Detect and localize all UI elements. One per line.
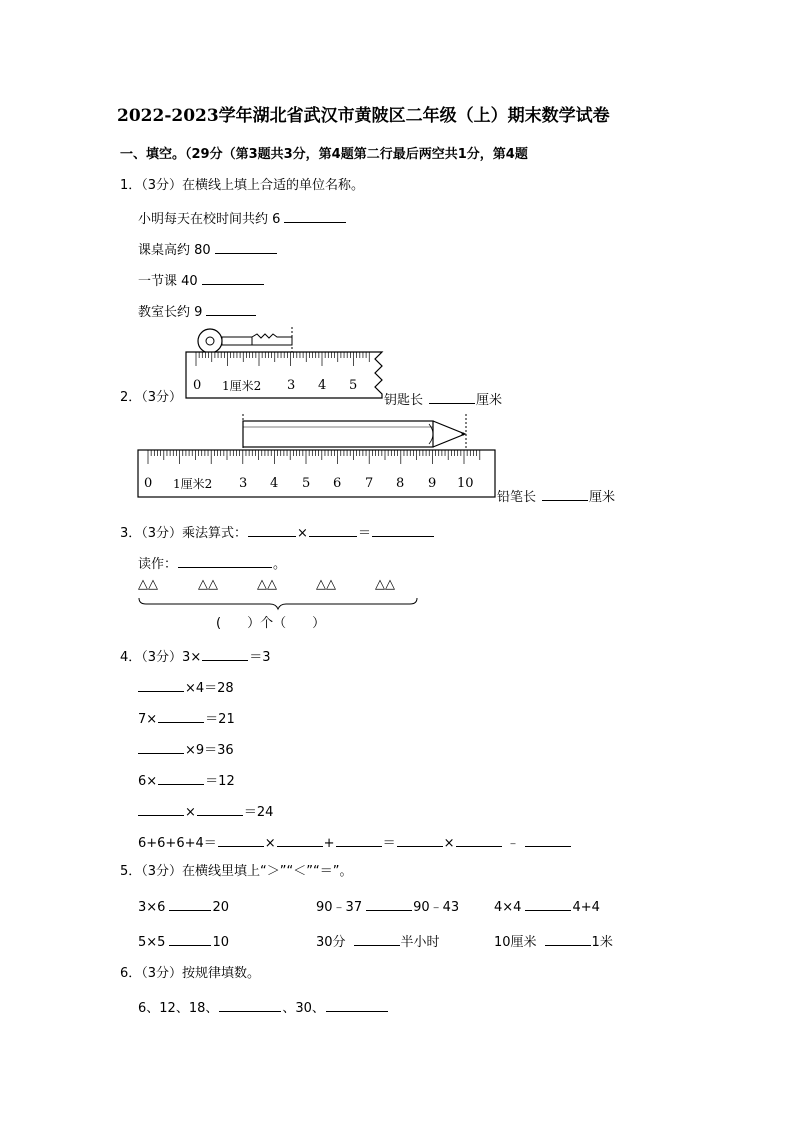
answer-blank[interactable] [456,833,502,847]
compare-item [494,897,600,916]
brace [138,597,420,611]
q4-row-start: 7× [138,712,158,727]
answer-blank[interactable] [169,897,211,911]
q1-line-label: 教室长约 9 [138,305,203,320]
answer-blank[interactable] [219,998,281,1012]
answer-blank[interactable] [169,932,211,946]
answer-blank[interactable] [542,487,588,501]
answer-blank[interactable] [309,523,357,537]
tick-label: 0 [193,378,202,393]
answer-blank[interactable] [138,802,184,816]
unit-label: 厘米 [476,393,503,408]
compare-right: 4+4 [572,900,600,915]
tick-label: 4 [270,476,279,491]
answer-blank[interactable] [197,802,243,816]
tick-label: 5 [349,378,358,393]
triangle-group: △△ [316,577,336,592]
q3-stem-line [120,523,435,542]
answer-blank[interactable] [284,209,346,223]
equals-sign: ＝ [357,526,371,541]
section-heading: 一、填空。（29分（第3题共3分，第4题第二行最后两空共1分，第4题 [120,147,528,162]
pencil-length-label: 铅笔长 [497,490,537,505]
sequence-start: 6、12、18、 [138,1001,219,1016]
q4-row [120,647,271,666]
compare-right: 90﹣43 [413,900,460,915]
answer-blank[interactable] [372,523,434,537]
pencil-ruler-ticks [137,476,497,492]
tick-label: 7 [365,476,374,491]
compare-left: 5×5 [138,935,166,950]
compare-left: 4×4 [494,900,522,915]
tick-label: 0 [144,476,153,491]
q4-row [138,740,234,759]
compare-right: 1米 [591,935,613,950]
tick-label: 4 [318,378,327,393]
answer-blank[interactable] [354,932,400,946]
compare-left: 3×6 [138,900,166,915]
answer-blank[interactable] [202,271,264,285]
tick-label: 8 [396,476,405,491]
tick-label: 3 [239,476,248,491]
answer-blank[interactable] [429,390,475,404]
key-ruler-ticks [185,378,385,394]
times-sign: × [185,805,196,820]
brace-caption: ( ）个（ ） [216,616,326,631]
q4-stem: 4．（3分）3× [120,650,202,665]
triangle-group: △△ [257,577,277,592]
q4-row-end: ×9＝36 [185,743,234,758]
compare-item [316,932,440,951]
q1-stem: 1．（3分）在横线上填上合适的单位名称。 [120,178,365,193]
answer-blank[interactable] [138,740,184,754]
times-sign: × [264,836,276,851]
minus-sign: ﹣ [506,836,520,851]
tick-label: 3 [287,378,296,393]
key-icon [198,329,292,353]
compare-item [316,897,459,916]
compare-item [494,932,613,951]
times-sign: × [297,526,308,541]
page-title: 2022-2023学年湖北省武汉市黄陂区二年级（上）期末数学试卷 [117,106,610,126]
compare-left: 30分 [316,935,346,950]
q4-row-end: ＝12 [205,774,235,789]
q4-row-end: ＝21 [205,712,235,727]
tick-label: 1厘米2 [173,477,213,491]
compare-item [138,897,229,916]
q4-row [138,833,572,852]
q6-stem: 6．（3分）按规律填数。 [120,966,261,981]
q4-row [138,709,235,728]
compare-right: 10 [212,935,229,950]
triangle-group: △△ [138,577,158,592]
q3-read-line [138,554,286,573]
answer-blank[interactable] [206,302,256,316]
q4-row-start: 6+6+6+4＝ [138,836,217,851]
answer-blank[interactable] [215,240,277,254]
q4-row [138,771,235,790]
answer-blank[interactable] [326,998,388,1012]
pencil-icon [243,421,465,447]
q2-number: 2．（3分） [120,390,183,405]
q4-row-end: ＝3 [249,650,271,665]
q3-stem: 3．（3分）乘法算式： [120,526,248,541]
answer-blank[interactable] [178,554,272,568]
compare-item [138,932,229,951]
answer-blank[interactable] [202,647,248,661]
q4-row-start: 6× [138,774,158,789]
q1-line [138,271,265,290]
pencil-length-line [497,487,615,506]
answer-blank[interactable] [248,523,296,537]
times-sign: × [443,836,455,851]
q1-line-label: 小明每天在校时间共约 6 [138,212,281,227]
read-label: 读作： [138,557,178,572]
answer-blank[interactable] [525,833,571,847]
compare-left: 10厘米 [494,935,537,950]
key-length-line [384,390,502,409]
equals-sign: ＝ [382,836,396,851]
q1-line-label: 课桌高约 80 [138,243,211,258]
tick-label: 10 [457,476,474,491]
q1-line [138,209,347,228]
q5-stem: 5．（3分）在横线里填上“＞”“＜”“＝”。 [120,864,353,879]
answer-blank[interactable] [158,771,204,785]
unit-label: 厘米 [589,490,616,505]
answer-blank[interactable] [218,833,264,847]
compare-left: 90﹣37 [316,900,363,915]
triangle-group: △△ [375,577,395,592]
tick-label: 5 [302,476,311,491]
compare-right: 20 [212,900,229,915]
answer-blank[interactable] [366,897,412,911]
plus-sign: + [323,836,335,851]
answer-blank[interactable] [397,833,443,847]
q1-line [138,302,257,321]
q4-row [138,802,273,821]
q4-row-end: ×4＝28 [185,681,234,696]
sequence-mid: 、30、 [282,1001,325,1016]
q4-row-end: ＝24 [243,805,274,820]
key-length-label: 钥匙长 [384,393,424,408]
answer-blank[interactable] [545,932,591,946]
answer-blank[interactable] [277,833,323,847]
q1-line-label: 一节课 40 [138,274,198,289]
compare-right: 半小时 [400,935,440,950]
answer-blank[interactable] [525,897,571,911]
read-end: 。 [273,557,287,572]
answer-blank[interactable] [336,833,382,847]
q1-line [138,240,278,259]
tick-label: 6 [333,476,342,491]
answer-blank[interactable] [158,709,204,723]
answer-blank[interactable] [138,678,184,692]
triangle-group: △△ [198,577,218,592]
q4-row [138,678,234,697]
tick-label: 9 [428,476,437,491]
tick-label: 1厘米2 [222,379,262,393]
q6-sequence [138,998,389,1017]
